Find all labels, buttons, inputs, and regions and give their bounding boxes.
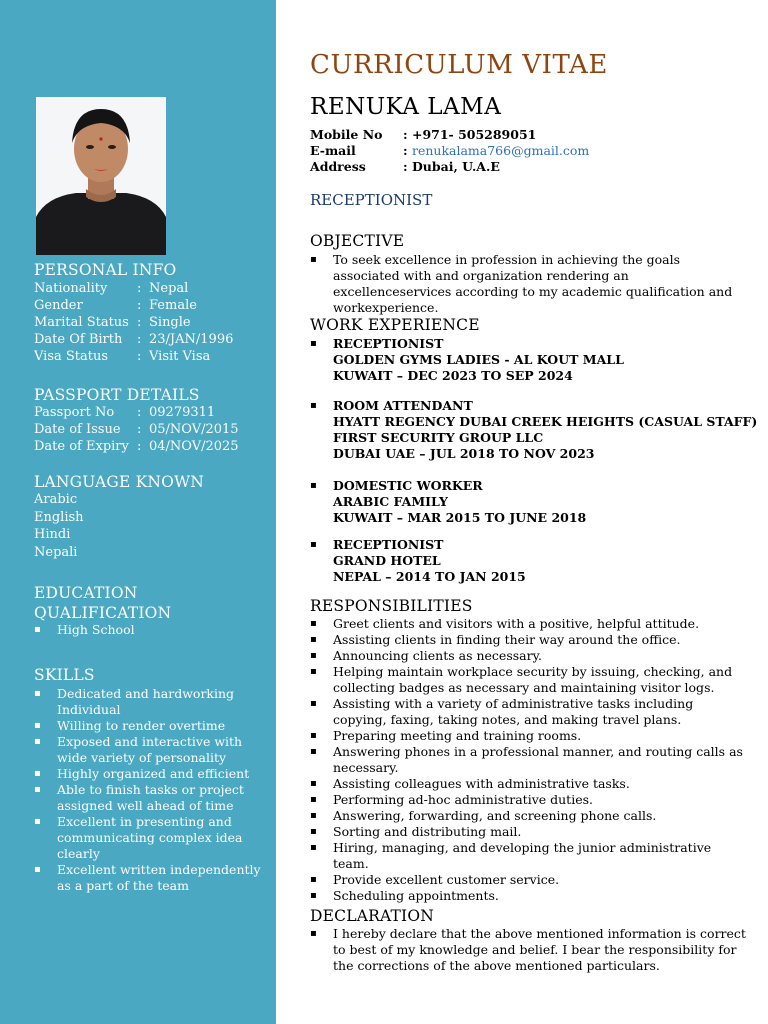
responsibility-item: ▪ Sorting and distributing mail.: [310, 824, 750, 840]
info-value: Female: [149, 298, 197, 313]
skill-item: ▪ Dedicated and hardworking Individual: [34, 686, 266, 718]
responsibility-item: ▪ Scheduling appointments.: [310, 888, 750, 904]
personal-info-row: Marital Status : Single: [34, 315, 191, 330]
info-label: Date Of Birth: [34, 332, 123, 347]
responsibility-item: ▪ Answering, forwarding, and screening phone calls.: [310, 808, 750, 824]
info-label: Visa Status: [34, 349, 109, 364]
personal-info-row: Gender : Female: [34, 298, 197, 313]
objective-list: [310, 252, 750, 316]
job-employer: HYATT REGENCY DUBAI CREEK HEIGHTS (CASUAL STAFF): [333, 414, 758, 429]
job-period: KUWAIT – MAR 2015 TO JUNE 2018: [333, 510, 587, 525]
skills-list: [34, 686, 266, 894]
education-heading-line2: QUALIFICATION: [34, 604, 172, 622]
job-title: RECEPTIONIST: [333, 336, 444, 351]
personal-info-row: Nationality : Nepal: [34, 281, 189, 296]
job-employer: GOLDEN GYMS LADIES - AL KOUT MALL: [333, 352, 624, 367]
info-label: Marital Status: [34, 315, 129, 330]
declaration-list: [310, 926, 750, 974]
document-title: CURRICULUM VITAE: [310, 50, 608, 80]
responsibility-item: ▪ Answering phones in a professional manner, and routing calls as necessary.: [310, 744, 750, 776]
language-item: Arabic: [34, 492, 78, 507]
skill-item: ▪ Excellent in presenting and communicating complex idea clearly: [34, 814, 266, 862]
language-heading: LANGUAGE KNOWN: [34, 473, 204, 491]
contact-address: [310, 159, 500, 175]
passport-value: 09279311: [149, 405, 216, 420]
skill-item: ▪ Able to finish tasks or project assigned well ahead of time: [34, 782, 266, 814]
responsibility-item: ▪ Assisting with a variety of administrative tasks including copying, faxing, taking notes, and making travel plans.: [310, 696, 750, 728]
job-employer: GRAND HOTEL: [333, 553, 441, 568]
job-entry: ▪ RECEPTIONIST GOLDEN GYMS LADIES - AL KOUT MALL KUWAIT – DEC 2023 TO SEP 2024: [310, 336, 750, 384]
responsibility-item: ▪ Provide excellent customer service.: [310, 872, 750, 888]
job-employer: ARABIC FAMILY: [333, 494, 448, 509]
skill-item: ▪ Willing to render overtime: [34, 718, 266, 734]
responsibility-item: ▪ Performing ad-hoc administrative duties.: [310, 792, 750, 808]
education-item: ▪ High School: [34, 622, 266, 638]
passport-row: Date of Expiry : 04/NOV/2025: [34, 439, 239, 454]
profile-photo-image: [36, 97, 166, 255]
passport-label: Date of Issue: [34, 422, 121, 437]
passport-heading: PASSPORT DETAILS: [34, 386, 200, 404]
responsibility-item: ▪ Greet clients and visitors with a positive, helpful attitude.: [310, 616, 750, 632]
declaration-text: ▪ I hereby declare that the above mentioned information is correct to best of my knowledge and belief. I bear the responsibility for the corrections of the above mentioned particulars.: [310, 926, 750, 974]
responsibility-item: ▪ Helping maintain workplace security by issuing, checking, and collecting badges as necessary and maintaining visitor logs.: [310, 664, 750, 696]
responsibility-item: ▪ Hiring, managing, and developing the junior administrative team.: [310, 840, 750, 872]
declaration-heading: DECLARATION: [310, 907, 435, 925]
job-title: DOMESTIC WORKER: [333, 478, 483, 493]
contact-value: : +971- 505289051: [403, 127, 537, 142]
passport-value: 04/NOV/2025: [149, 439, 239, 454]
responsibilities-list: [310, 616, 750, 904]
contact-label: Address: [310, 159, 366, 174]
language-item: Nepali: [34, 544, 78, 560]
job-entry: ▪ DOMESTIC WORKER ARABIC FAMILY KUWAIT – MAR 2015 TO JUNE 2018: [310, 478, 750, 526]
personal-info-row: Date Of Birth : 23/JAN/1996: [34, 332, 234, 347]
responsibilities-heading: RESPONSIBILITIES: [310, 597, 473, 615]
education-list: [34, 622, 266, 638]
responsibility-item: ▪ Preparing meeting and training rooms.: [310, 728, 750, 744]
skill-item: ▪ Excellent written independently as a part of the team: [34, 862, 266, 894]
email-link[interactable]: renukalama766@gmail.com: [411, 143, 590, 158]
job-entry: ▪ ROOM ATTENDANT HYATT REGENCY DUBAI CREEK HEIGHTS (CASUAL STAFF) FIRST SECURITY GROUP LLC DUBAI UAE – JUL 2018 TO NOV 2023: [310, 398, 758, 461]
job-entry: ▪ RECEPTIONIST GRAND HOTEL NEPAL – 2014 TO JAN 2015: [310, 537, 750, 585]
skills-heading: SKILLS: [34, 666, 95, 684]
responsibility-item: ▪ Assisting clients in finding their way around the office.: [310, 632, 750, 648]
responsibility-item: ▪ Announcing clients as necessary.: [310, 648, 750, 664]
passport-value: 05/NOV/2015: [149, 422, 239, 437]
job-title: ROOM ATTENDANT: [333, 398, 473, 413]
contact-mobile: [310, 127, 536, 143]
skill-item: ▪ Highly organized and efficient: [34, 766, 266, 782]
passport-label: Passport No: [34, 405, 115, 420]
info-value: Nepal: [149, 281, 189, 296]
language-item: English: [34, 509, 84, 525]
job-title: RECEPTIONIST: [333, 537, 444, 552]
job-period: NEPAL – 2014 TO JAN 2015: [333, 569, 526, 584]
profile-photo: [36, 97, 166, 255]
personal-info-heading: PERSONAL INFO: [34, 261, 177, 279]
candidate-name: RENUKA LAMA: [310, 94, 502, 120]
info-label: Gender: [34, 298, 83, 313]
objective-text: ▪ To seek excellence in profession in achieving the goals associated with and organization rendering an excellenceservices according to my academic qualification and workexperience.: [310, 252, 750, 316]
passport-row: Date of Issue : 05/NOV/2015: [34, 422, 239, 437]
contact-label: E-mail: [310, 143, 356, 158]
contact-value: : Dubai, U.A.E: [403, 159, 500, 174]
language-item: Hindi: [34, 527, 71, 542]
objective-heading: OBJECTIVE: [310, 232, 405, 250]
job-role: RECEPTIONIST: [310, 191, 433, 209]
education-heading: EDUCATION: [34, 584, 138, 602]
job-period: DUBAI UAE – JUL 2018 TO NOV 2023: [333, 446, 595, 461]
passport-label: Date of Expiry: [34, 439, 129, 454]
responsibility-item: ▪ Assisting colleagues with administrative tasks.: [310, 776, 750, 792]
job-employer: FIRST SECURITY GROUP LLC: [333, 430, 544, 445]
job-period: KUWAIT – DEC 2023 TO SEP 2024: [333, 368, 573, 383]
info-value: 23/JAN/1996: [149, 332, 234, 347]
contact-label: Mobile No: [310, 127, 383, 142]
personal-info-row: Visa Status : Visit Visa: [34, 349, 211, 364]
work-experience-heading: WORK EXPERIENCE: [310, 316, 480, 334]
info-value: Single: [149, 315, 191, 330]
skill-item: ▪ Exposed and interactive with wide variety of personality: [34, 734, 266, 766]
info-label: Nationality: [34, 281, 108, 296]
info-value: Visit Visa: [149, 349, 211, 364]
passport-row: Passport No : 09279311: [34, 405, 216, 420]
contact-email: E-mail : renukalama766@gmail.com: [310, 143, 590, 158]
